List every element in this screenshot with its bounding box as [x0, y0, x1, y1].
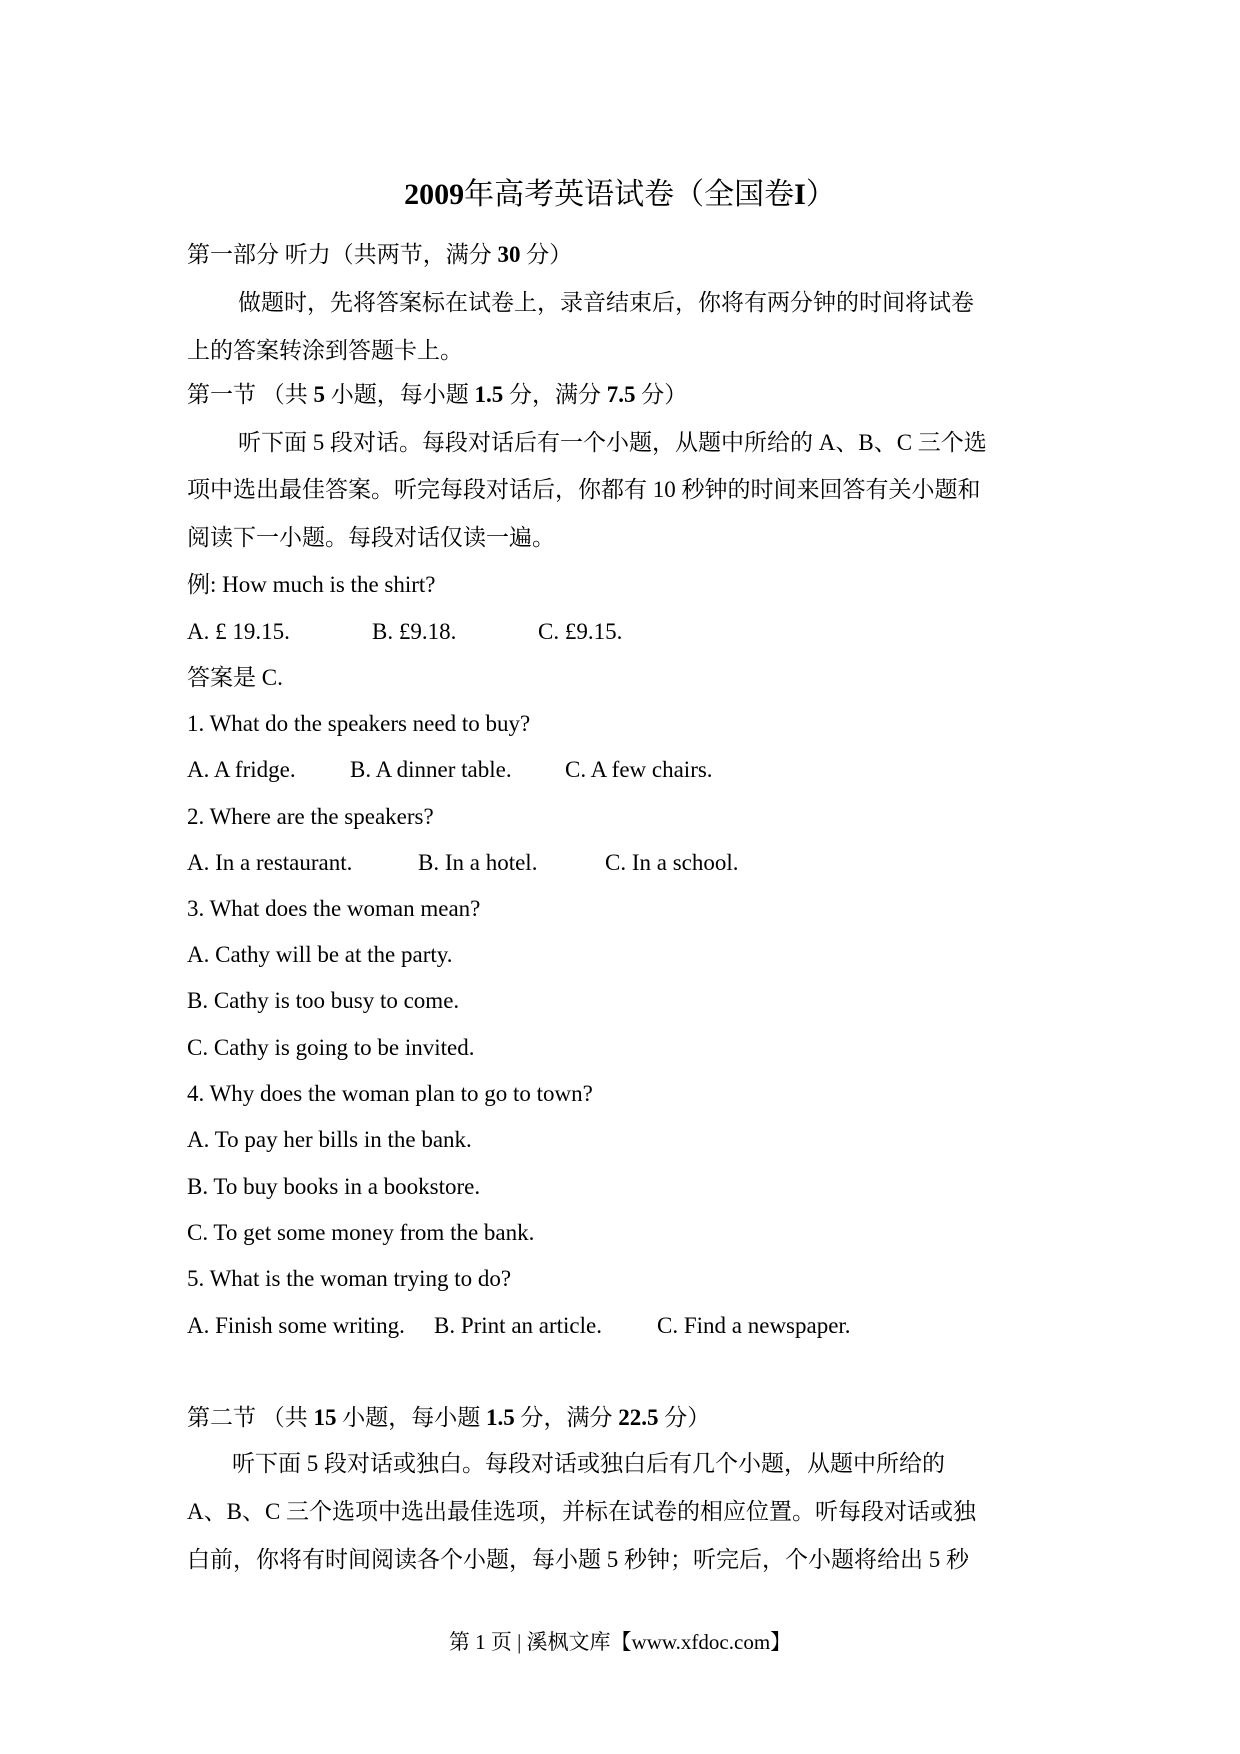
example-answer: 答案是 C.: [187, 665, 283, 690]
option-c: C. To get some money from the bank.: [187, 1220, 535, 1245]
option-c: C. A few chairs.: [565, 757, 713, 782]
option-a: A. A fridge.: [187, 757, 296, 782]
instruction-line: A、B、C 三个选项中选出最佳选项，并标在试卷的相应位置。听每段对话或独: [187, 1499, 977, 1524]
option-a: A. Finish some writing.: [187, 1313, 405, 1338]
question-5: 5. What is the woman trying to do?: [187, 1266, 512, 1291]
instruction-line: 上的答案转涂到答题卡上。: [187, 338, 463, 363]
title-year: 2009: [404, 178, 465, 211]
instruction-line: 听下面 5 段对话或独白。每段对话或独白后有几个小题，从题中所给的: [232, 1451, 945, 1476]
option-b: B. £9.18.: [372, 619, 457, 644]
title-close: ）: [805, 178, 836, 211]
instruction-line: 白前，你将有时间阅读各个小题，每小题 5 秒钟；听完后，个小题将给出 5 秒: [187, 1547, 969, 1572]
part1-heading: 第一部分 听力（共两节，满分 30 分）: [187, 242, 573, 267]
option-b: B. A dinner table.: [350, 757, 512, 782]
option-c: C. In a school.: [605, 850, 739, 875]
instruction-line: 项中选出最佳答案。听完每段对话后，你都有 10 秒钟的时间来回答有关小题和: [187, 477, 981, 502]
instruction-line: 做题时，先将答案标在试卷上，录音结束后，你将有两分钟的时间将试卷: [238, 290, 974, 315]
title-text: 年高考英语试卷（全国卷: [464, 178, 795, 211]
option-a: A. To pay her bills in the bank.: [187, 1127, 472, 1152]
title-roman: I: [794, 178, 806, 211]
option-b: B. Cathy is too busy to come.: [187, 988, 460, 1013]
option-a: A. In a restaurant.: [187, 850, 353, 875]
option-b: B. Print an article.: [434, 1313, 602, 1338]
question-1-options: [187, 755, 713, 785]
question-4: 4. Why does the woman plan to go to town?: [187, 1081, 593, 1106]
question-5-options: [187, 1311, 851, 1341]
example-question: 例: How much is the shirt?: [187, 572, 436, 597]
instruction-line: 阅读下一小题。每段对话仅读一遍。: [187, 525, 555, 550]
instruction-line: 听下面 5 段对话。每段对话后有一个小题，从题中所给的 A、B、C 三个选: [238, 430, 987, 455]
option-c: C. £9.15.: [538, 619, 623, 644]
example-options: [187, 617, 622, 647]
section1-heading: 第一节 （共 5 小题，每小题 1.5 分，满分 7.5 分）: [187, 382, 688, 407]
option-b: B. In a hotel.: [418, 850, 538, 875]
exam-title: [0, 175, 1240, 215]
option-a: A. £ 19.15.: [187, 619, 290, 644]
option-c: C. Find a newspaper.: [657, 1313, 851, 1338]
question-1: 1. What do the speakers need to buy?: [187, 711, 531, 736]
page-footer: 第 1 页 | 溪枫文库【www.xfdoc.com】: [448, 1630, 792, 1654]
question-2-options: [187, 848, 739, 878]
question-2: 2. Where are the speakers?: [187, 804, 434, 829]
section2-heading: 第二节 （共 15 小题，每小题 1.5 分，满分 22.5 分）: [187, 1405, 711, 1430]
option-c: C. Cathy is going to be invited.: [187, 1035, 475, 1060]
question-3: 3. What does the woman mean?: [187, 896, 481, 921]
option-b: B. To buy books in a bookstore.: [187, 1174, 481, 1199]
option-a: A. Cathy will be at the party.: [187, 942, 453, 967]
